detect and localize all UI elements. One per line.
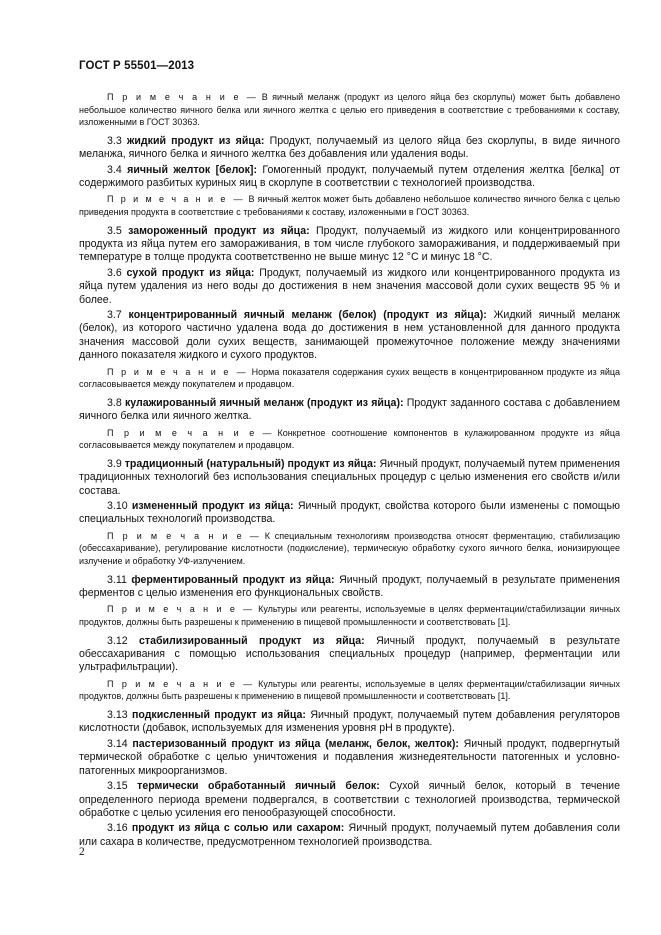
definition-paragraph (79, 500, 620, 527)
clause-number: 3.3 (107, 134, 122, 147)
definition-text: Жидкий яичный меланж (белок), из которого частично удалена вода до достижения в нем установленной для данного продукта значения массовой доли сухих веществ, занимающей промежуточное положение между значениями данного показателя жидкого и сухого продуктов. (79, 309, 620, 362)
clause-number: 3.15 (107, 780, 128, 793)
definition-paragraph (79, 164, 620, 191)
note-label: П р и м е ч а н и е (107, 366, 231, 377)
definition-paragraph (79, 225, 620, 265)
definition-text: Продукт, получаемый из целого яйца без скорлупы, в виде яичного меланжа, яичного белка и яичного желтка без добавления или удаления воды. (79, 134, 620, 161)
document-body (79, 88, 620, 851)
note-text: Культуры или реагенты, используемые в целях ферментации/стабилизации яичных продуктов, должны быть разрешены к применению в пищевой промышленности и соответствовать [1]. (79, 678, 620, 702)
clause-number: 3.11 (107, 573, 127, 586)
clause-number: 3.10 (107, 500, 128, 513)
note (79, 678, 620, 703)
document-header: ГОСТ Р 55501—2013 (79, 60, 195, 72)
definition-text: Продукт, получаемый из жидкого или концентрированного продукта из яйца путем удаления из него воды до достижения в нем значения массовой доли сухих веществ 95 % и более. (79, 266, 620, 306)
note-dash: — (243, 604, 253, 615)
note (79, 366, 620, 391)
term: сухой продукт из яйца: (126, 266, 255, 279)
note-text: Норма показателя содержания сухих веществ в концентрированном продукте из яйца согласовывается между покупателем и продавцом. (79, 366, 621, 390)
definition-paragraph (79, 397, 620, 424)
clause-number: 3.16 (107, 822, 128, 835)
clause-number: 3.5 (107, 224, 122, 237)
definition-text: Яичный продукт, получаемый в результате применения ферментов с целью изменения его функциональных свойств. (79, 573, 620, 600)
note-dash: — (236, 366, 246, 377)
definition-text: Яичный продукт, свойства которого были изменены с помощью специальных технологий производства. (79, 500, 620, 526)
term: пастеризованный продукт из яйца (меланж, белок, желток): (132, 737, 459, 750)
clause-number: 3.13 (107, 709, 128, 722)
term: измененный продукт из яйца: (131, 500, 294, 513)
note-text: В яичный меланж (продукт из целого яйца без скорлупы) может быть добавлено небольшое количество яичного белка или яичного желтка с целью его приведения в соответствие с требованиями к составу, изложенными в ГОСТ 30363. (79, 92, 620, 128)
clause-number: 3.9 (107, 457, 122, 470)
note-label: П р и м е ч а н и е (107, 530, 244, 541)
note (79, 603, 620, 628)
definition-paragraph (79, 709, 620, 736)
note (79, 91, 620, 129)
definition-paragraph (79, 822, 620, 849)
note-dash: — (233, 194, 243, 205)
clause-number: 3.14 (107, 737, 128, 750)
term: концентрированный яичный меланж (белок) (продукт из яйца): (128, 309, 487, 322)
definition-text: Яичный продукт, подвергнутый термической обработке с целью уничтожения и подавления жизнедеятельности патогенных и условно-патогенных микроорганизмов. (79, 737, 620, 777)
definition-paragraph (79, 458, 620, 498)
note-dash: — (246, 92, 256, 102)
note-text: К специальным технологиям производства относят ферментацию, стабилизацию (обессахаривание), регулирование кислотности (подкисление), термическую обработку сухого яичного белка, ионизирующее излучение и обработку УФ-излучением. (79, 530, 620, 567)
definition-text: Гомогенный продукт, получаемый путем отделения желтка [белка] от содержимого разбитых куриных яиц в скорлупе в соответствии с технологией производства. (79, 163, 620, 189)
note-dash: — (262, 427, 272, 438)
term: кулажированный яичный меланж (продукт из яйца): (124, 396, 404, 409)
term: стабилизированный продукт из яйца: (139, 634, 365, 647)
note-text: Культуры или реагенты, используемые в целях ферментации/стабилизации яичных продуктов, должны быть разрешены к применению в пищевой промышленности и соответствовать [1]. (79, 604, 620, 628)
note (79, 193, 620, 218)
note-label: П р и м е ч а н и е (107, 92, 241, 102)
note-label: П р и м е ч а н и е (107, 678, 238, 689)
note-label: П р и м е ч а н и е (107, 194, 228, 205)
note-label: П р и м е ч а н и е (107, 427, 257, 438)
definition-text: Продукт, получаемый из жидкого или концентрированного продукта из яйца путем его замораживания, в том числе глубокого замораживания, и поддерживаемый при температуре в толще продукта соответственно не выше минус 12 °С и минус 18 °С. (79, 224, 620, 264)
note (79, 530, 620, 568)
clause-number: 3.6 (107, 266, 122, 279)
clause-number: 3.7 (107, 309, 122, 322)
term: продукт из яйца с солью или сахаром: (131, 822, 345, 835)
term: замороженный продукт из яйца: (128, 224, 310, 237)
clause-number: 3.4 (107, 163, 122, 176)
definition-paragraph (79, 309, 620, 363)
definition-paragraph (79, 780, 620, 820)
note-dash: — (243, 678, 253, 689)
definition-text: Продукт заданного состава с добавлением яичного белка или яичного желтка. (79, 396, 621, 423)
definition-paragraph (79, 738, 620, 778)
definition-paragraph (79, 267, 620, 307)
definition-text: Яичный продукт, получаемый путем добавления соли или сахара в количестве, предусмотренном технологией производства. (79, 822, 620, 848)
clause-number: 3.8 (107, 396, 122, 409)
definition-paragraph (79, 574, 620, 601)
definition-paragraph (79, 135, 620, 162)
definition-text: Яичный продукт, получаемый путем добавления регуляторов кислотности (добавок, используемых для изменения уровня pH в продукте). (79, 709, 620, 735)
definition-text: Яичный продукт, получаемый путем применения традиционных технологий без использования специальных процедур с целью изменения его свойств и/или состава. (79, 457, 620, 497)
clause-number: 3.12 (107, 634, 128, 647)
definition-text: Сухой яичный белок, который в течение определенного периода времени подвергался, в соответствии с технологией производства, термической обработке с целью усиления его пенообразующей способности. (79, 780, 620, 819)
note-label: П р и м е ч а н и е (107, 604, 238, 615)
note-text: Конкретное соотношение компонентов в кулажированном продукте из яйца согласовывается между покупателем и продавцом. (79, 427, 620, 451)
note-dash: — (249, 530, 259, 541)
page-number: 2 (79, 846, 85, 858)
term: традиционный (натуральный) продукт из яйца: (124, 457, 377, 470)
definition-paragraph (79, 635, 620, 675)
definition-text: Яичный продукт, получаемый в результате обессахаривания с помощью использования специальных процедур (например, ферментации или ультрафильтрации). (79, 634, 620, 674)
term: термически обработанный яичный белок: (137, 780, 380, 793)
note (79, 427, 620, 452)
term: яичный желток [белок]: (127, 163, 257, 176)
term: ферментированный продукт из яйца: (131, 573, 335, 586)
term: подкисленный продукт из яйца: (131, 709, 306, 722)
term: жидкий продукт из яйца: (126, 134, 265, 147)
note-text: В яичный желток может быть добавлено небольшое количество яичного белка с целью приведения продукта в соответствие с требованиями к составу, изложенными в ГОСТ 30363. (79, 194, 621, 217)
